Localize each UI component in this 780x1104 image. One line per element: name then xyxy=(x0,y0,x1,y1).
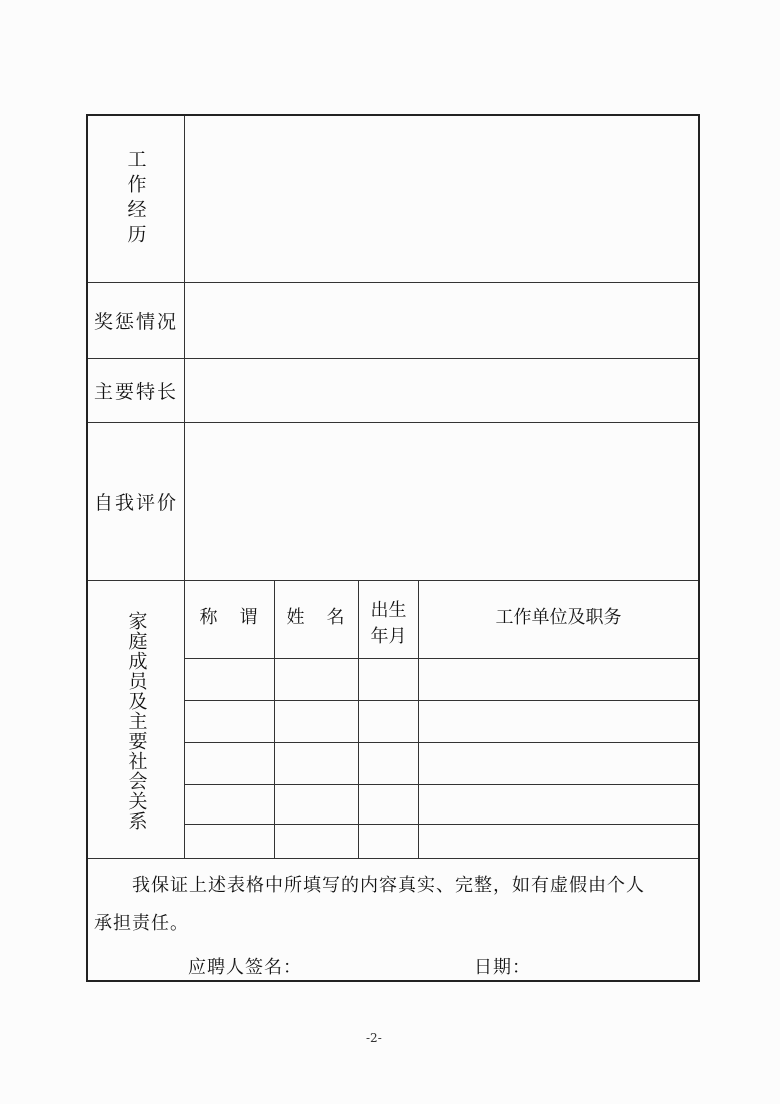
family-header-birth: 出生年月 xyxy=(370,600,407,647)
family-row[interactable] xyxy=(186,702,696,742)
work-history-field[interactable] xyxy=(186,116,696,282)
specialties-field[interactable] xyxy=(186,359,696,422)
family-header-name: 姓 名 xyxy=(286,607,347,628)
signature-label: 应聘人签名： xyxy=(188,957,302,978)
family-row-divider xyxy=(184,658,698,659)
date-field[interactable] xyxy=(534,952,684,982)
family-header-work: 工作单位及职务 xyxy=(495,607,622,628)
date-label: 日期： xyxy=(474,957,531,978)
awards-label: 奖惩情况 xyxy=(93,311,178,333)
application-form-table xyxy=(86,114,700,982)
family-row[interactable] xyxy=(186,660,696,700)
awards-field[interactable] xyxy=(186,283,696,358)
family-row-divider xyxy=(184,700,698,701)
family-row[interactable] xyxy=(186,826,696,858)
work-history-label: 工作经历 xyxy=(124,149,147,249)
label-column-divider xyxy=(184,116,185,858)
specialties-label: 主要特长 xyxy=(93,381,178,403)
family-row[interactable] xyxy=(186,744,696,784)
row-divider xyxy=(88,580,698,581)
family-header-relation: 称 谓 xyxy=(199,607,260,628)
family-row[interactable] xyxy=(186,786,696,824)
family-label: 家庭成员及主要社会关系 xyxy=(125,611,148,831)
signature-field[interactable] xyxy=(318,952,458,982)
declaration-line2: 承担责任。 xyxy=(94,913,189,934)
page-number: -2- xyxy=(366,1031,382,1045)
row-divider xyxy=(88,858,698,859)
family-row-divider xyxy=(184,784,698,785)
family-row-divider xyxy=(184,742,698,743)
self-evaluation-field[interactable] xyxy=(186,423,696,580)
declaration-line1: 我保证上述表格中所填写的内容真实、完整，如有虚假由个人 xyxy=(132,875,645,896)
family-row-divider xyxy=(184,824,698,825)
self-evaluation-label: 自我评价 xyxy=(93,492,178,514)
